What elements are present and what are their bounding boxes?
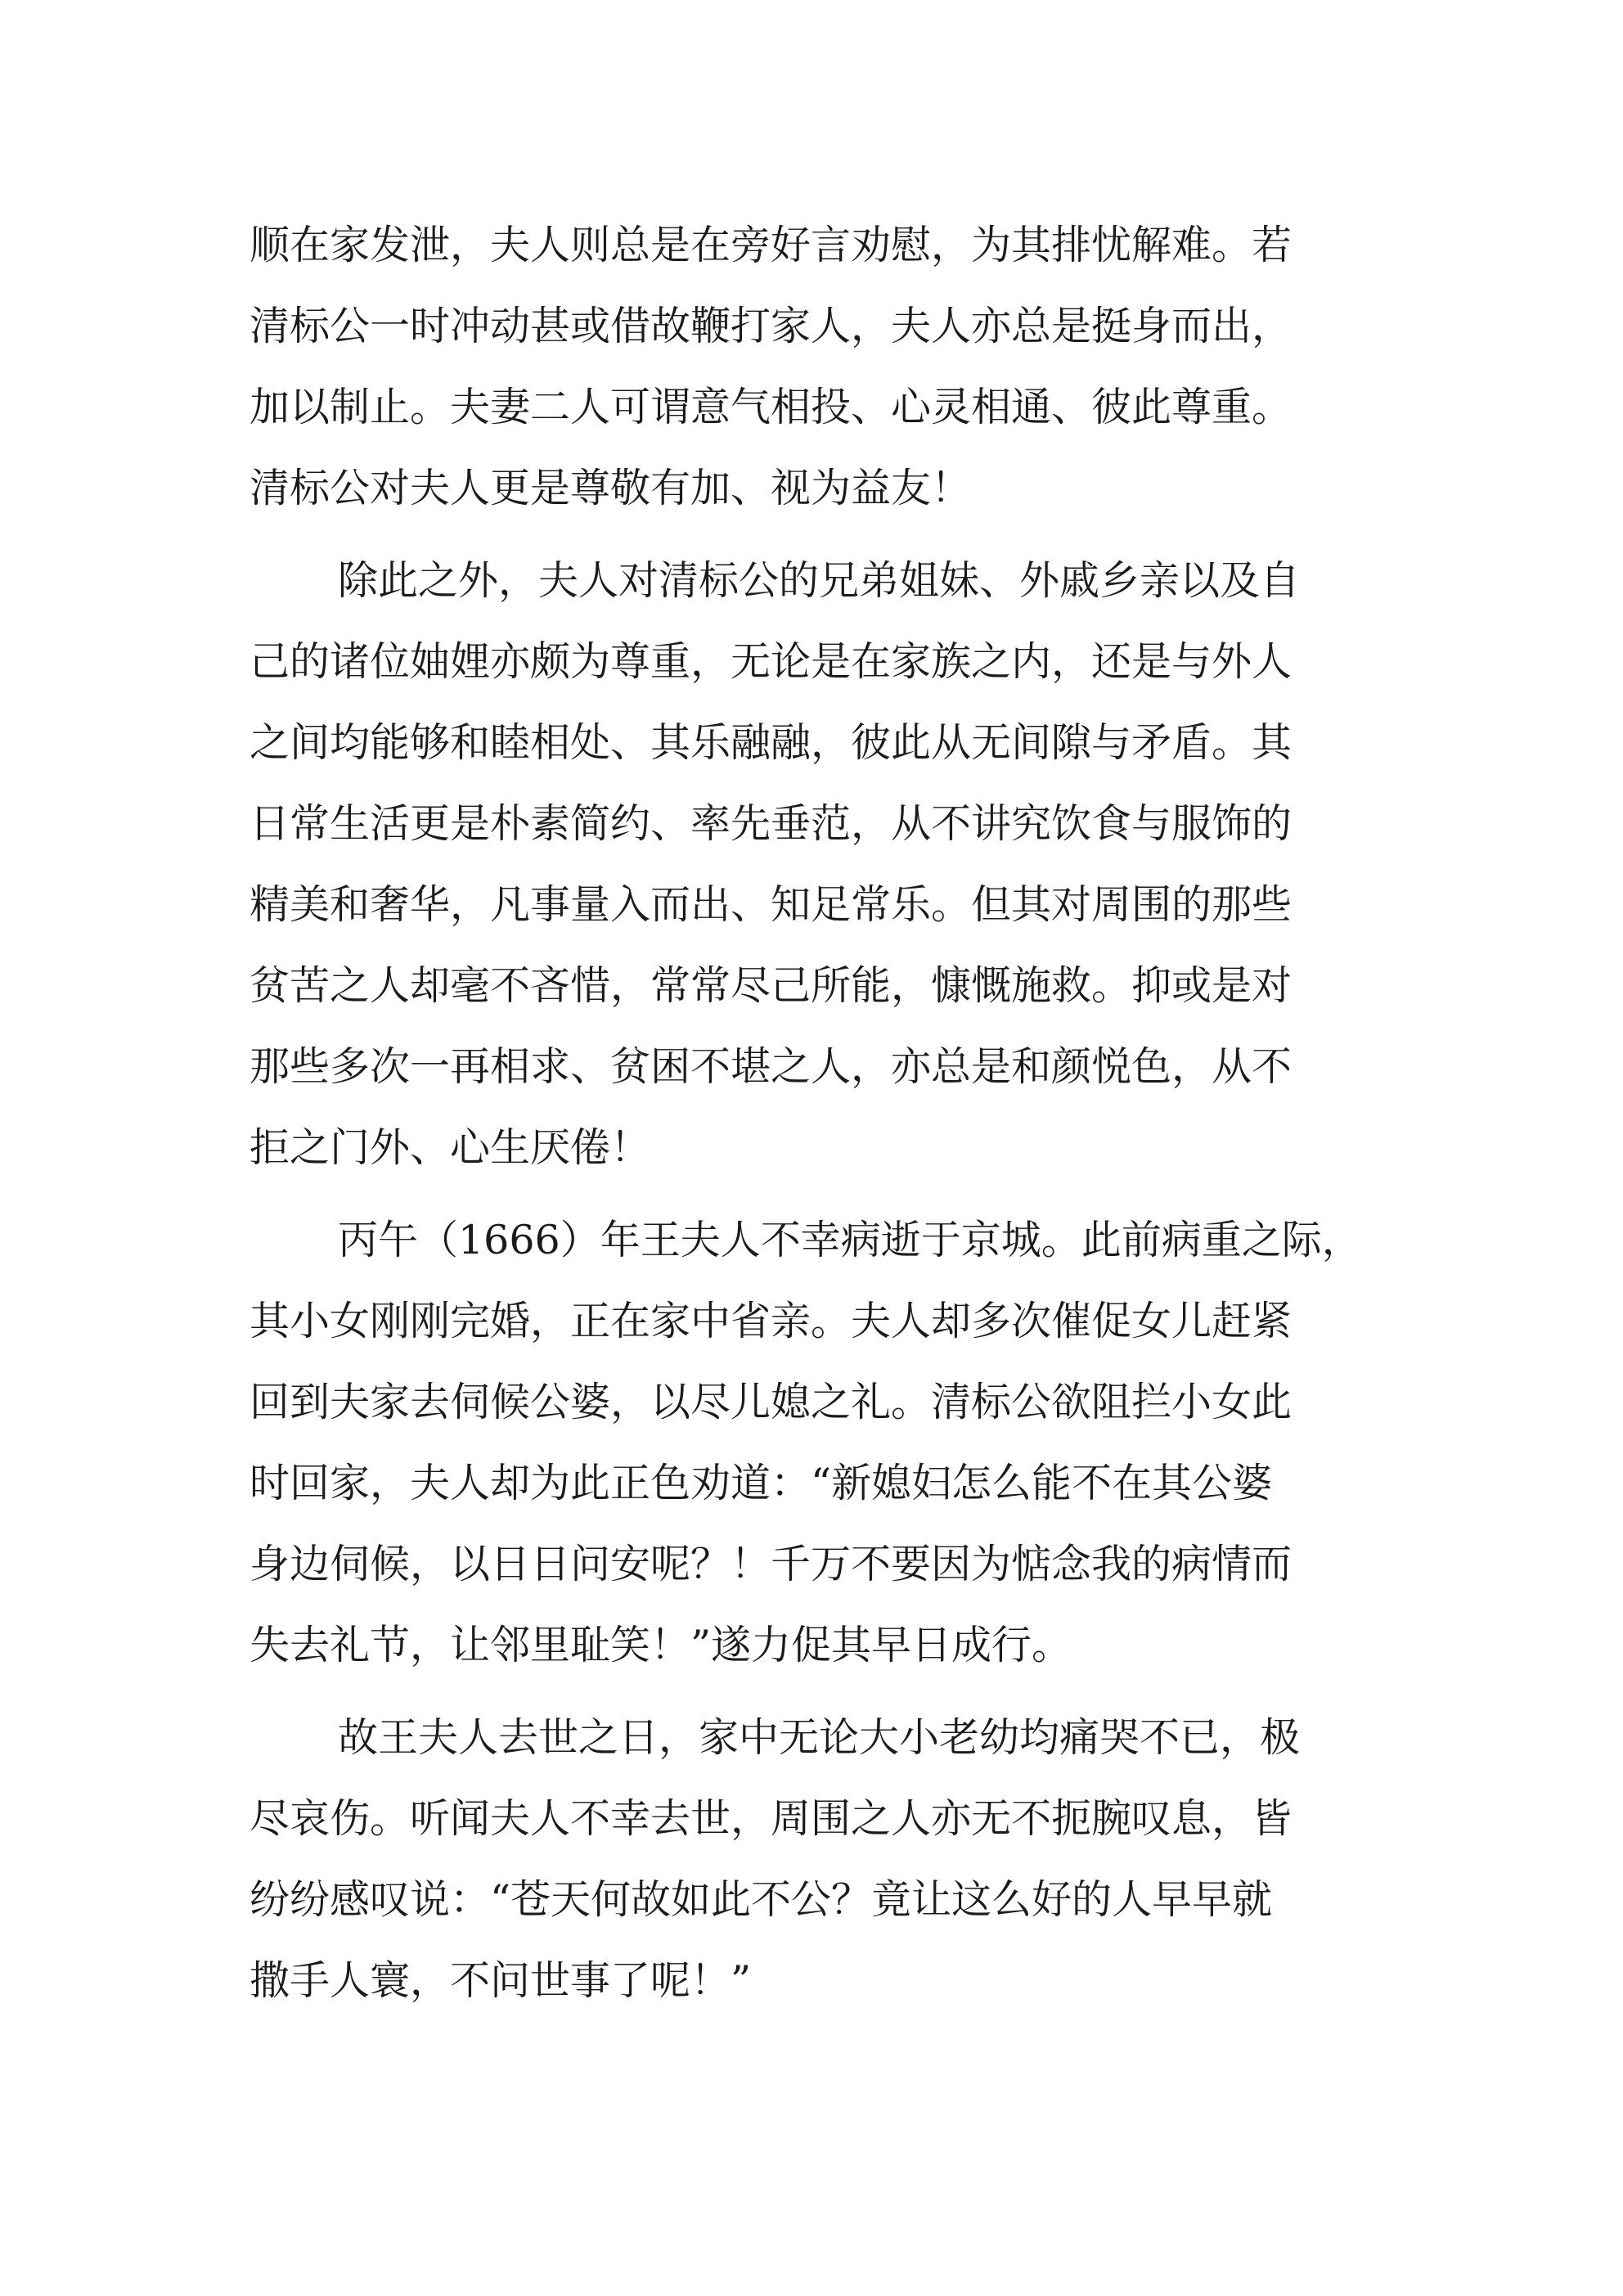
text-line: 清标公一时冲动甚或借故鞭打家人，夫人亦总是挺身而出，: [250, 303, 1293, 349]
text-line: 己的诸位妯娌亦颇为尊重，无论是在家族之内，还是与外人: [250, 638, 1293, 685]
text-line: 身边伺候，以日日问安呢？！千万不要因为惦念我的病情而: [250, 1541, 1293, 1587]
paragraph-first-line: 丙午（1666）年王夫人不幸病逝于京城。此前病重之际，: [338, 1217, 1362, 1263]
paragraph-first-line: 故王夫人去世之日，家中无论大小老幼均痛哭不已，极: [338, 1714, 1301, 1761]
text-line: 尽哀伤。听闻夫人不幸去世，周围之人亦无不扼腕叹息，皆: [250, 1795, 1293, 1842]
text-line: 清标公对夫人更是尊敬有加、视为益友！: [250, 465, 972, 511]
text-line: 其小女刚刚完婚，正在家中省亲。夫人却多次催促女儿赶紧: [250, 1298, 1293, 1344]
paragraph-first-line: 除此之外，夫人对清标公的兄弟姐妹、外戚乡亲以及自: [338, 557, 1301, 604]
text-line: 纷纷感叹说：“苍天何故如此不公？竟让这么好的人早早就: [250, 1876, 1273, 1923]
text-line: 回到夫家去伺候公婆，以尽儿媳之礼。清标公欲阻拦小女此: [250, 1379, 1293, 1425]
text-line: 加以制止。夫妻二人可谓意气相投、心灵相通、彼此尊重。: [250, 384, 1293, 430]
text-line: 之间均能够和睦相处、其乐融融，彼此从无间隙与矛盾。其: [250, 719, 1293, 766]
body-text: [250, 205, 1395, 2021]
text-line: 撒手人寰，不问世事了呢！”: [250, 1957, 752, 2004]
text-line: 日常生活更是朴素简约、率先垂范，从不讲究饮食与服饰的: [250, 800, 1293, 847]
text-line: 顺在家发泄，夫人则总是在旁好言劝慰，为其排忧解难。若: [250, 222, 1293, 268]
text-line: 时回家，夫人却为此正色劝道：“新媳妇怎么能不在其公婆: [250, 1460, 1273, 1506]
text-line: 那些多次一再相求、贫困不堪之人，亦总是和颜悦色，从不: [250, 1043, 1293, 1090]
text-line: 精美和奢华，凡事量入而出、知足常乐。但其对周围的那些: [250, 881, 1293, 928]
text-line: 拒之门外、心生厌倦！: [250, 1124, 651, 1171]
text-line: 贫苦之人却毫不吝惜，常常尽己所能，慷慨施救。抑或是对: [250, 962, 1293, 1009]
text-line: 失去礼节，让邻里耻笑！”遂力促其早日成行。: [250, 1622, 1072, 1668]
